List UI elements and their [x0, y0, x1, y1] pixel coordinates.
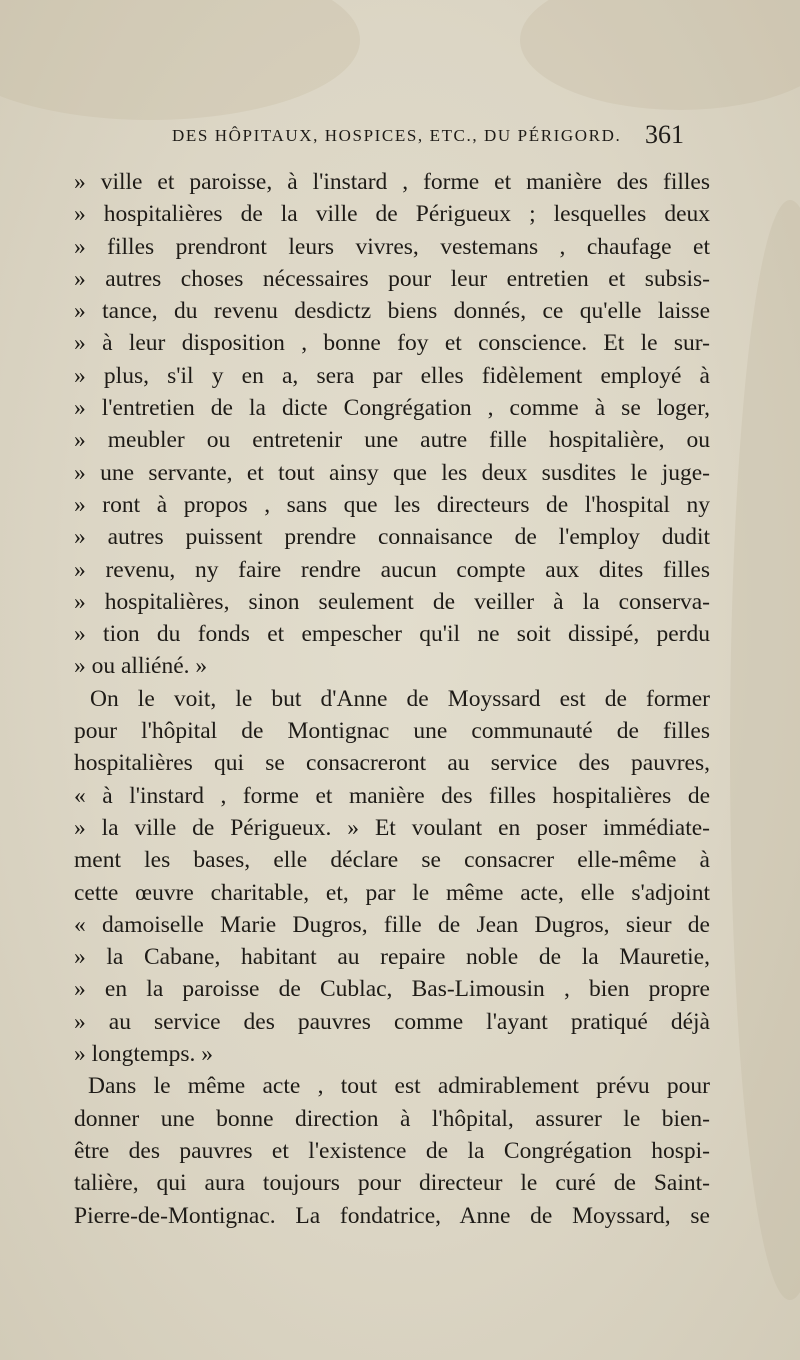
text-line: » à leur disposition , bonne foy et conscience. Et le sur- [74, 330, 710, 357]
body-text [74, 166, 710, 1232]
paper-stain [0, 0, 360, 120]
text-line: » hospitalières, sinon seulement de veiller à la conserva- [74, 588, 710, 615]
text-line: » revenu, ny faire rendre aucun compte aux dites filles [74, 556, 710, 583]
text-line: » une servante, et tout ainsy que les deux susdites le juge- [74, 459, 710, 486]
text-line: donner une bonne direction à l'hôpital, assurer le bien- [74, 1105, 710, 1132]
text-line: » tion du fonds et empescher qu'il ne soit dissipé, perdu [74, 621, 710, 648]
text-line: » ou alliéné. » [74, 653, 208, 680]
text-line: » autres puissent prendre connaisance de l'employ dudit [74, 524, 710, 551]
text-line: » l'entretien de la dicte Congrégation , comme à se loger, [74, 395, 710, 422]
paragraph-first-line: Dans le même acte , tout est admirablement prévu pour [88, 1073, 710, 1100]
text-line: » meubler ou entretenir une autre fille hospitalière, ou [74, 427, 710, 454]
text-line: « à l'instard , forme et manière des filles hospitalières de [74, 782, 710, 809]
text-line: » plus, s'il y en a, sera par elles fidèlement employé à [74, 362, 710, 389]
running-title: DES HÔPITAUX, HOSPICES, ETC., DU PÉRIGORD. [172, 126, 622, 145]
text-line: » ville et paroisse, à l'instard , forme et manière des filles [74, 169, 710, 195]
running-header [0, 120, 800, 160]
text-line: » filles prendront leurs vivres, vestemans , chaufage et [74, 233, 710, 260]
text-line: » en la paroisse de Cublac, Bas-Limousin , bien propre [74, 976, 710, 1003]
paper-stain [520, 0, 800, 110]
text-line: talière, qui aura toujours pour directeur le curé de Saint- [74, 1170, 710, 1197]
paper-stain [730, 200, 800, 1300]
page-number: 361 [645, 120, 684, 149]
text-line: » autres choses nécessaires pour leur entretien et subsis- [74, 265, 710, 292]
text-line: » au service des pauvres comme l'ayant pratiqué déjà [74, 1008, 710, 1035]
text-line: » la Cabane, habitant au repaire noble de la Mauretie, [74, 944, 710, 971]
text-line: » ront à propos , sans que les directeurs de l'hospital ny [74, 491, 710, 518]
text-line: » la ville de Périgueux. » Et voulant en poser immédiate- [74, 814, 710, 841]
text-line: être des pauvres et l'existence de la Congrégation hospi- [74, 1137, 710, 1164]
text-line: « damoiselle Marie Dugros, fille de Jean Dugros, sieur de [74, 911, 710, 938]
text-line: » tance, du revenu desdictz biens donnés, ce qu'elle laisse [74, 298, 710, 325]
text-line: » longtemps. » [74, 1041, 214, 1068]
text-line: » hospitalières de la ville de Périgueux ; lesquelles deux [74, 201, 710, 228]
text-line: pour l'hôpital de Montignac une communauté de filles [74, 718, 710, 745]
text-line: cette œuvre charitable, et, par le même acte, elle s'adjoint [74, 879, 710, 906]
text-line: hospitalières qui se consacreront au service des pauvres, [74, 750, 710, 777]
text-line: ment les bases, elle déclare se consacrer elle-même à [74, 847, 710, 874]
text-line: Pierre-de-Montignac. La fondatrice, Anne de Moyssard, se [74, 1202, 710, 1229]
paragraph-first-line: On le voit, le but d'Anne de Moyssard est de former [90, 685, 710, 712]
